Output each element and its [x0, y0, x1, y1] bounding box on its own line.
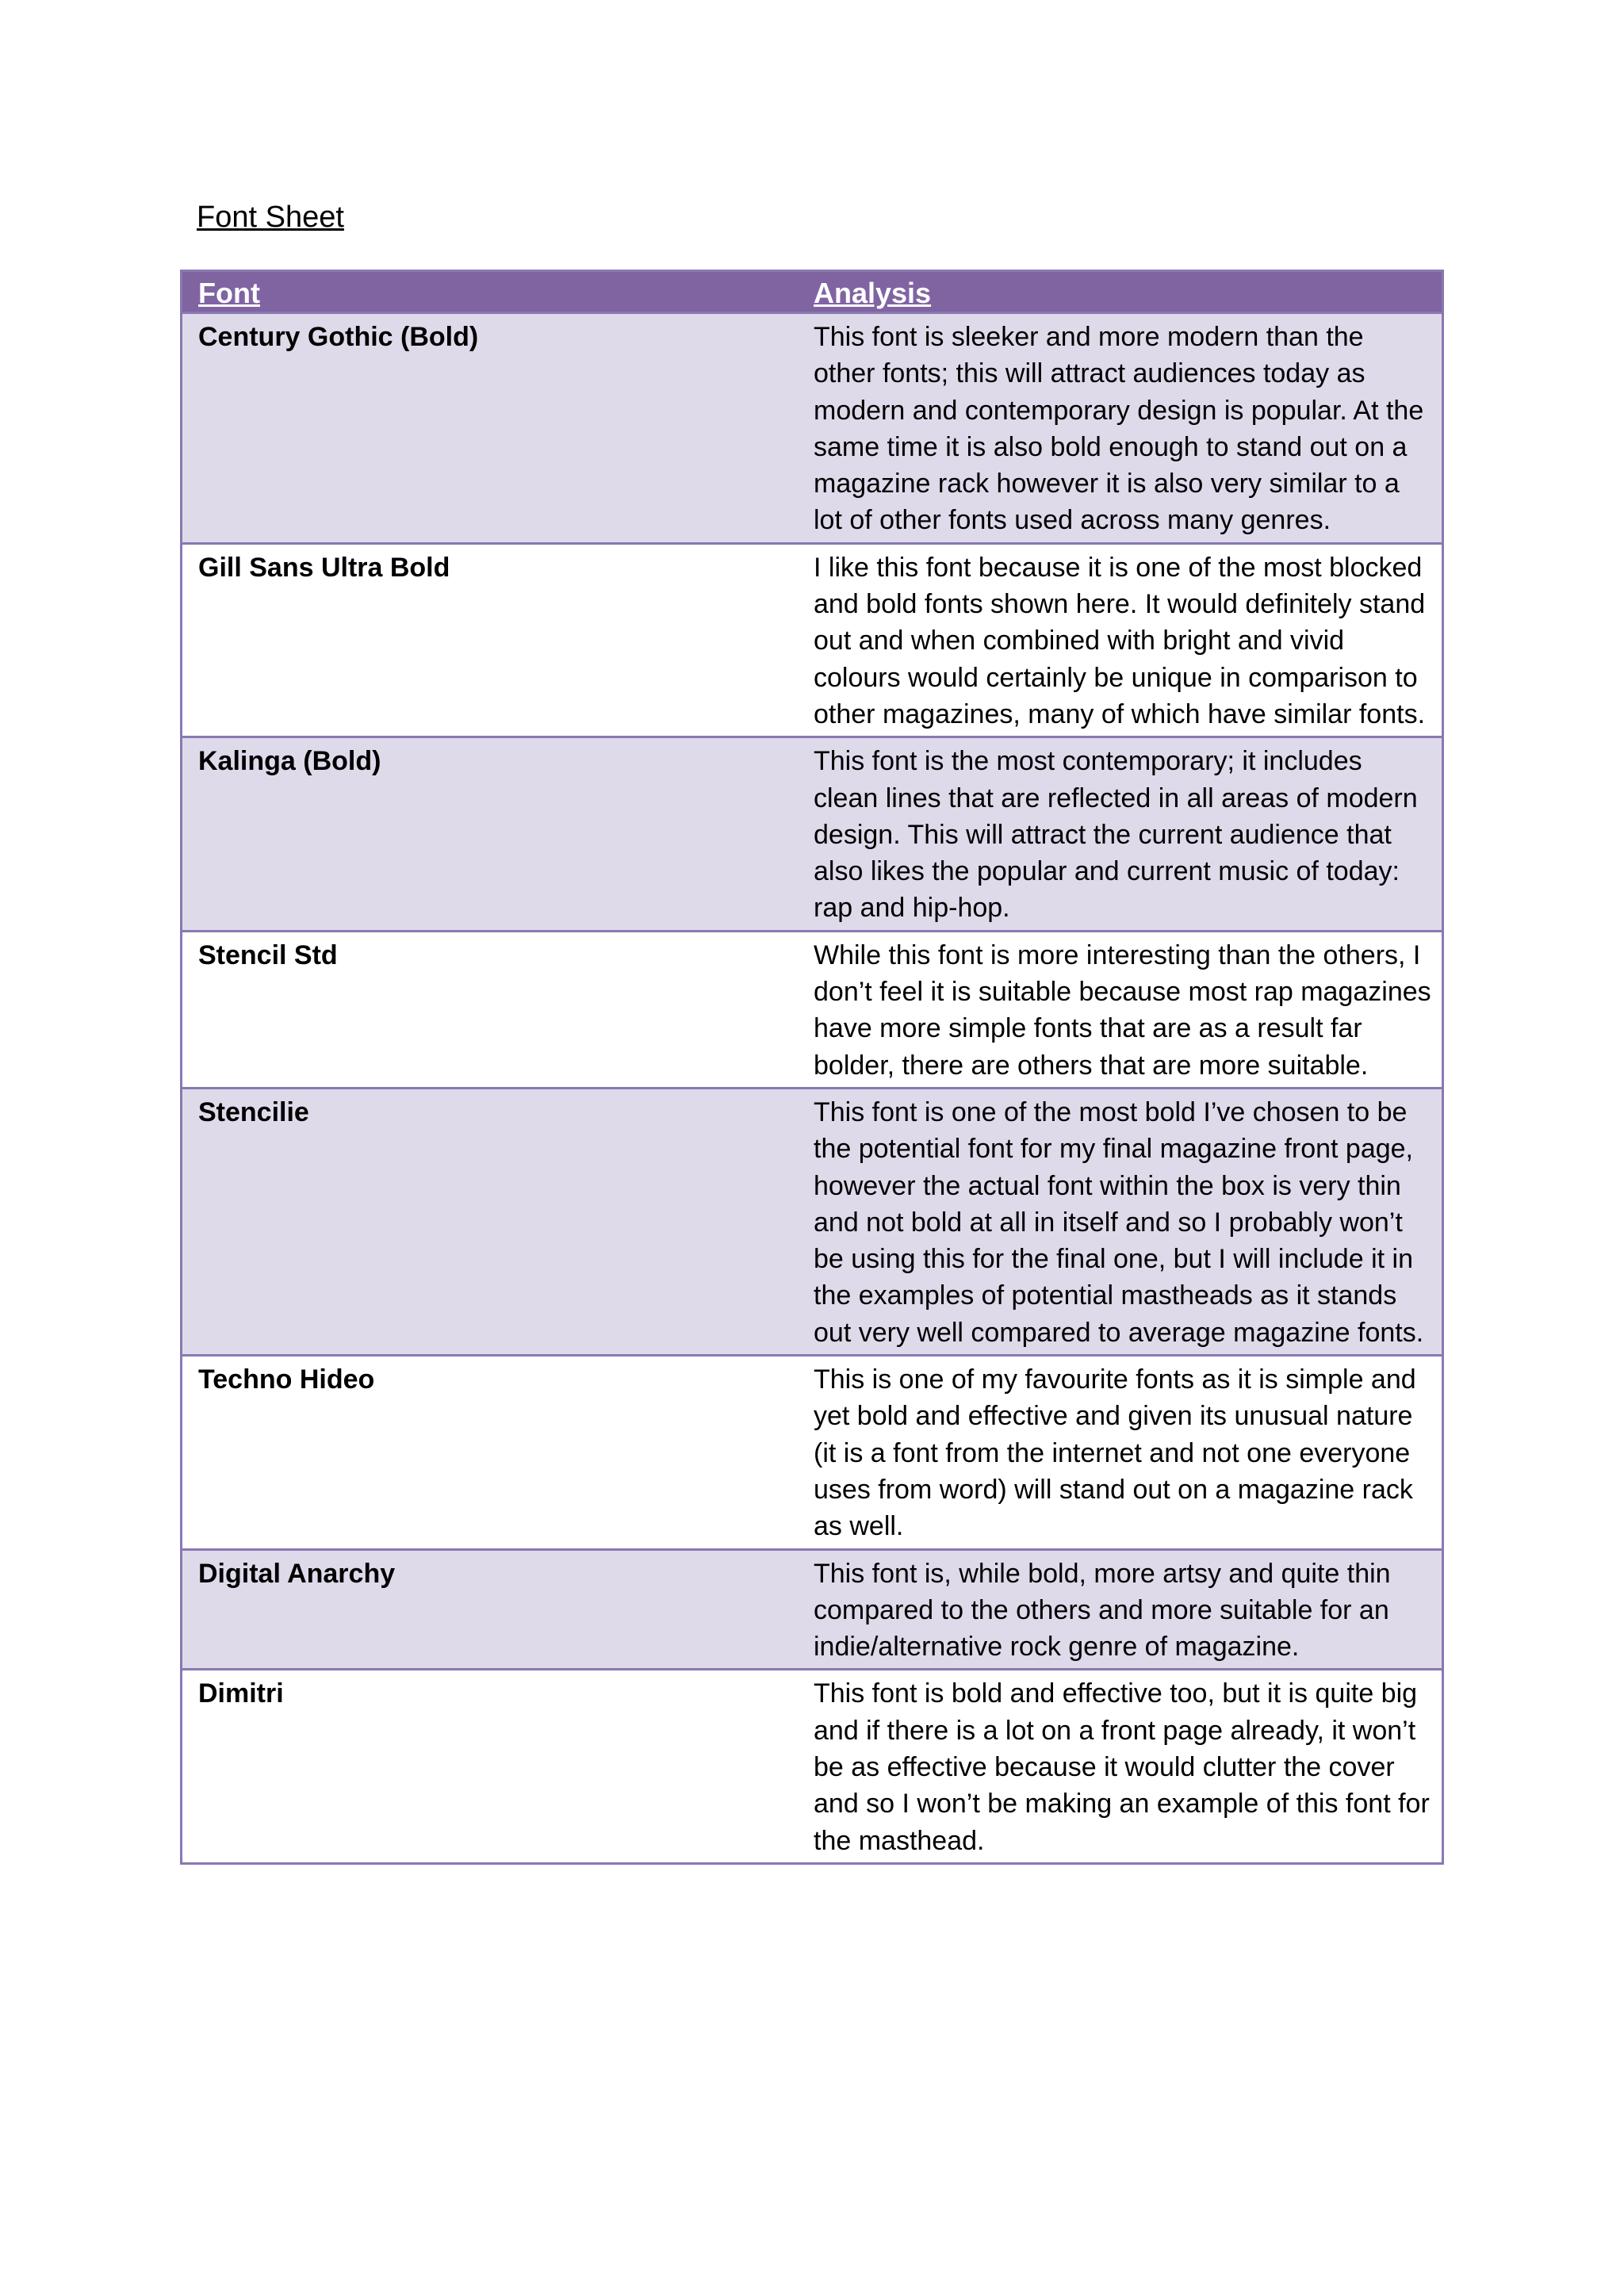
analysis-cell: This is one of my favourite fonts as it is simple and yet bold and effective and given its unusual nature (it is a font from the internet and not one everyone uses from word) will stand out on a magazine rack as well.: [814, 1364, 1416, 1542]
table-row: [182, 1548, 1442, 1669]
analysis-cell: This font is sleeker and more modern than the other fonts; this will attract audiences today as modern and contemporary design is popular. At the same time it is also bold enough to stand out on a magazine rack however it is also very similar to a lot of other fonts used across many genres.: [814, 322, 1424, 536]
page-title: Font Sheet: [197, 201, 344, 234]
analysis-cell: This font is the most contemporary; it includes clean lines that are reflected in all areas of modern design. This will attract the current audience that also likes the popular and current music of today: rap and hip-hop.: [814, 746, 1418, 924]
header-analysis: Analysis: [814, 277, 932, 309]
table-row: [182, 312, 1442, 542]
font-name-cell: Gill Sans Ultra Bold: [198, 552, 450, 583]
table-row: [182, 1668, 1442, 1862]
analysis-cell: This font is one of the most bold I’ve chosen to be the potential font for my final magazine front page, however the actual font within the box is very thin and not bold at all in itself and so I probably won’t be using this for the final one, but I will include it in the examples of potential mastheads as it stands out very well compared to average magazine fonts.: [814, 1096, 1424, 1348]
analysis-cell: I like this font because it is one of the most blocked and bold fonts shown here. It would definitely stand out and when combined with bright and vivid colours would certainly be unique in comparison to other magazines, many of which have similar fonts.: [814, 552, 1426, 729]
font-name-cell: Century Gothic (Bold): [198, 322, 479, 352]
table-row: [182, 736, 1442, 929]
table-row: [182, 930, 1442, 1087]
font-table: [180, 270, 1444, 1865]
font-name-cell: Digital Anarchy: [198, 1558, 396, 1589]
analysis-cell: This font is, while bold, more artsy and quite thin compared to the others and more suitable for an indie/alternative rock genre of magazine.: [814, 1558, 1391, 1663]
table-row: [182, 1087, 1442, 1354]
font-name-cell: Stencilie: [198, 1096, 309, 1127]
header-font: Font: [198, 277, 260, 309]
analysis-cell: While this font is more interesting than the others, I don’t feel it is suitable because most rap magazines have more simple fonts that are as a result far bolder, there are others that are more suitable.: [814, 939, 1431, 1081]
font-name-cell: Dimitri: [198, 1678, 284, 1709]
table-row: [182, 1354, 1442, 1548]
analysis-cell: This font is bold and effective too, but it is quite big and if there is a lot on a front page already, it won’t be as effective because it would clutter the cover and so I won’t be making an example of this font for the masthead.: [814, 1678, 1430, 1856]
font-name-cell: Stencil Std: [198, 939, 338, 970]
table-row: [182, 542, 1442, 736]
table-header-row: [182, 272, 1442, 312]
font-name-cell: Techno Hideo: [198, 1364, 375, 1395]
font-name-cell: Kalinga (Bold): [198, 746, 381, 777]
